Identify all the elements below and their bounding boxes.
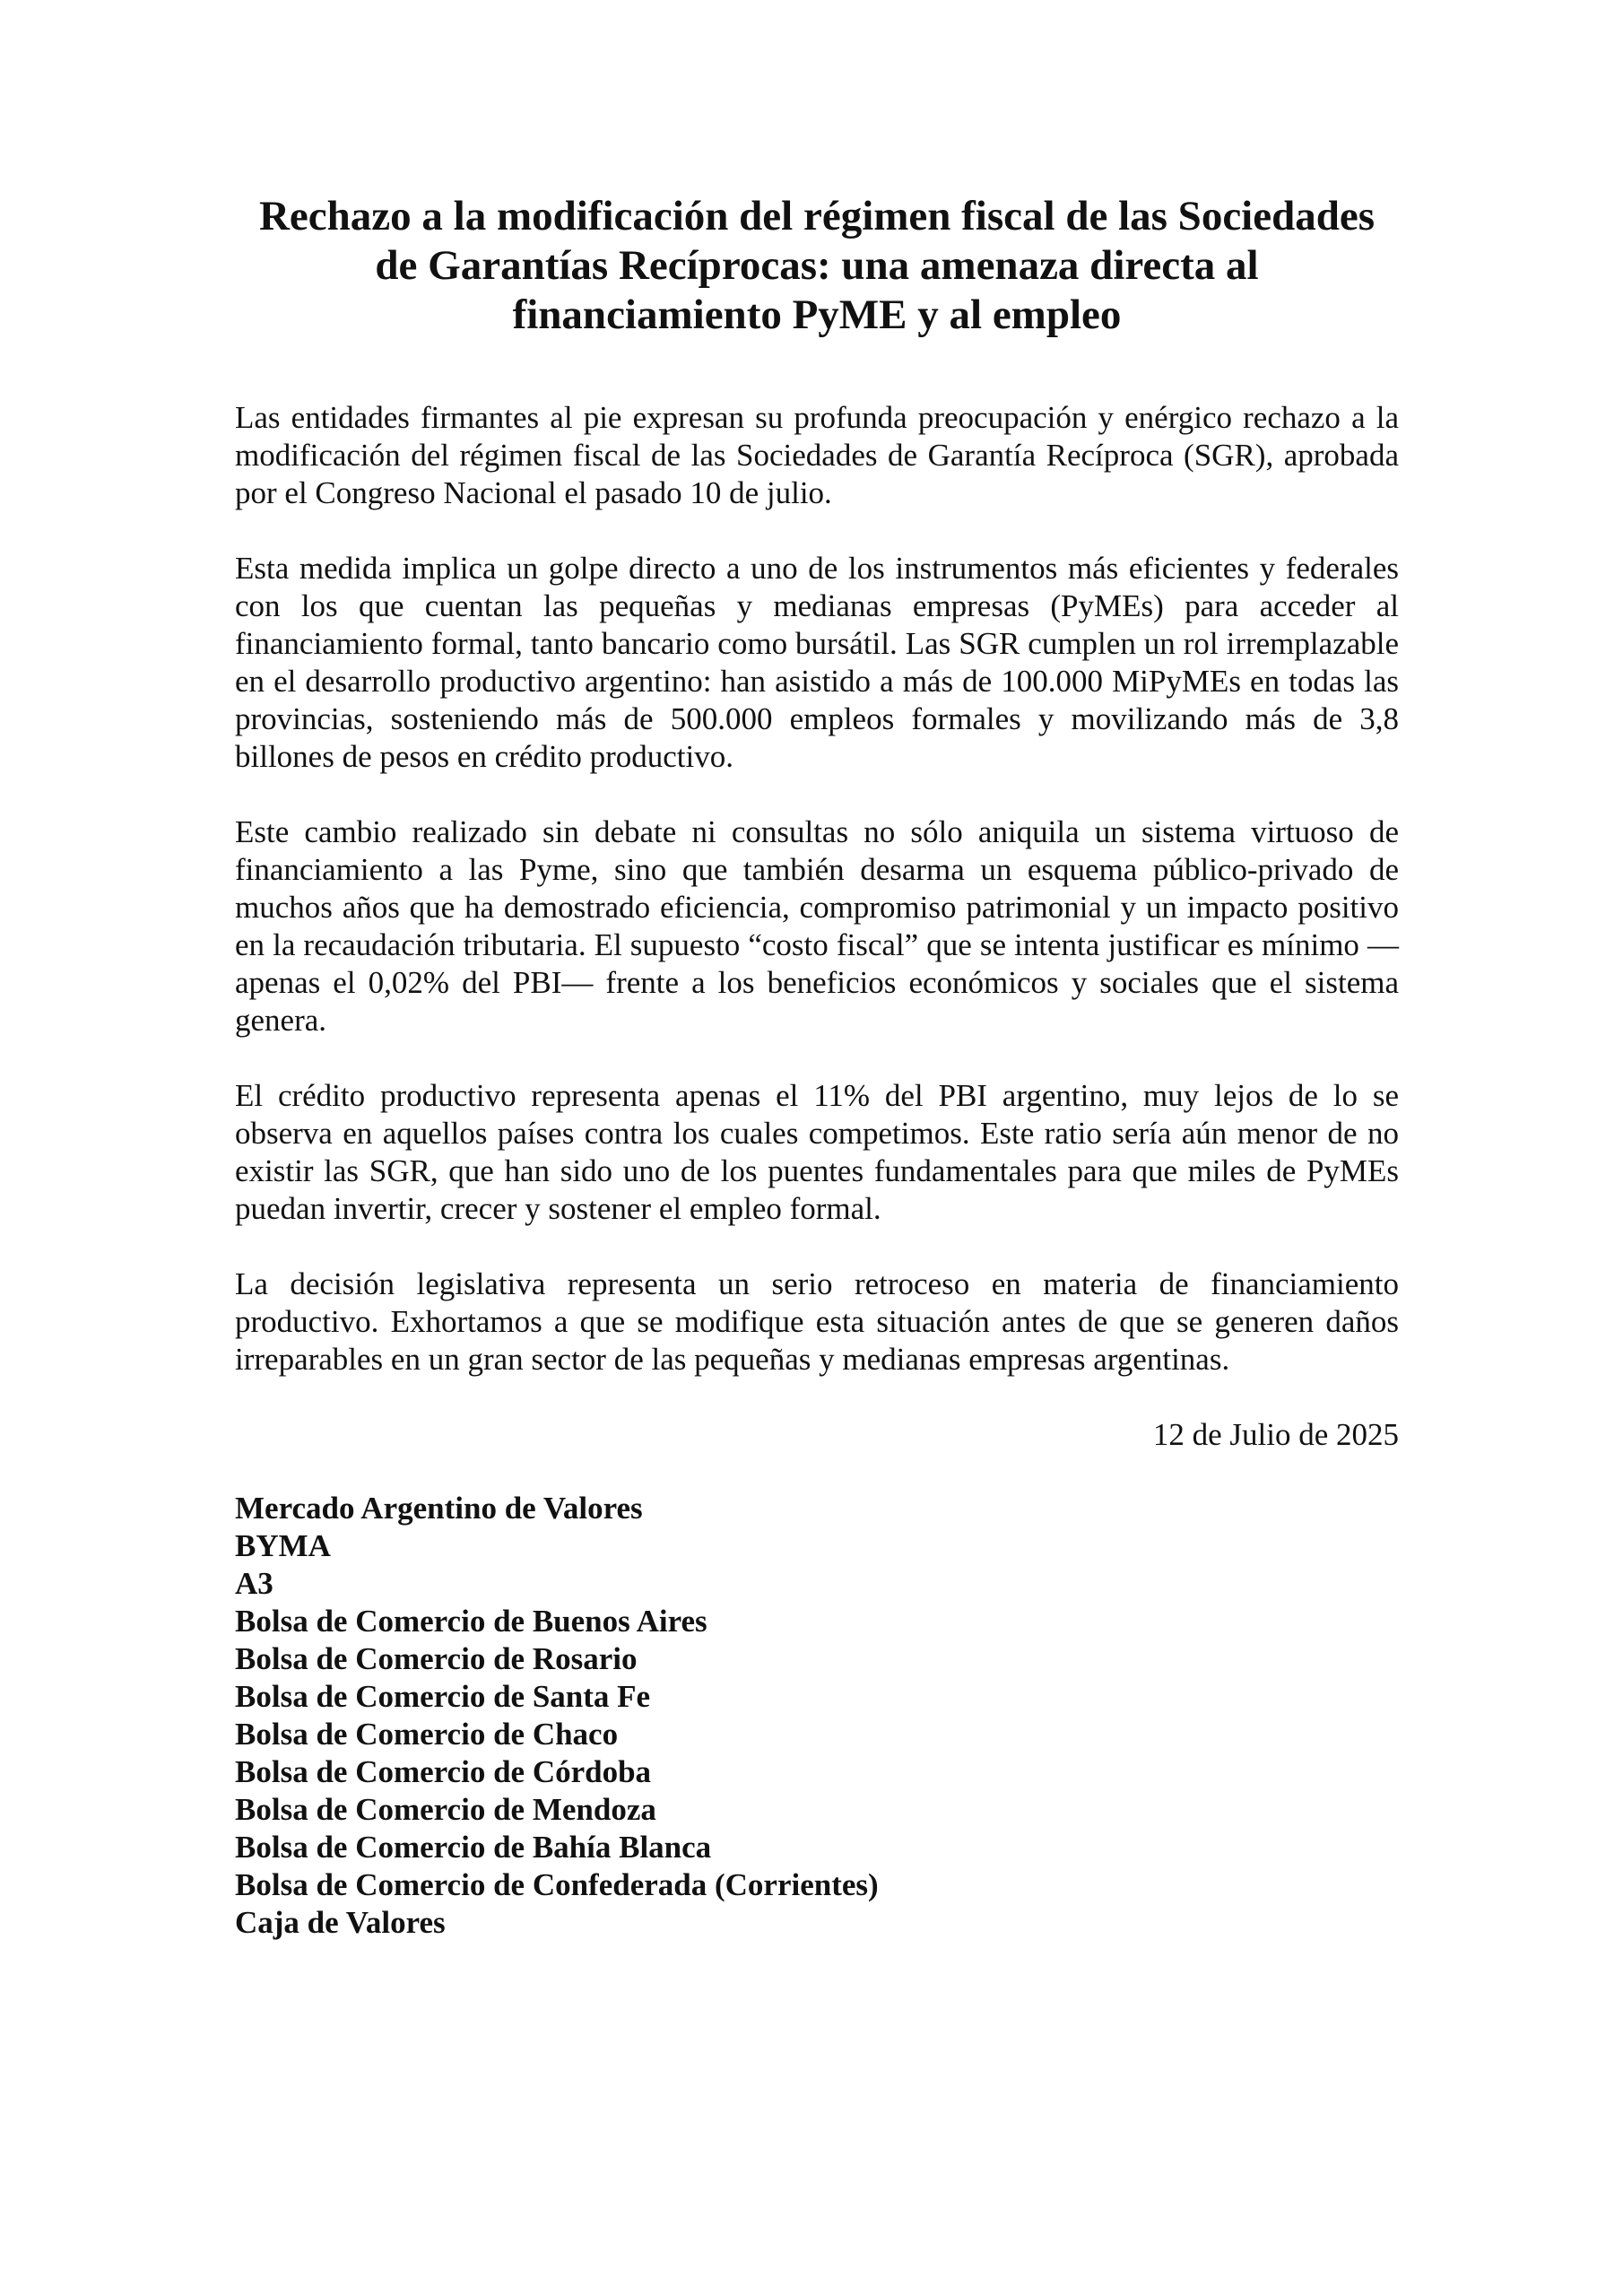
- body-paragraph-3: Este cambio realizado sin debate ni consultas no sólo aniquila un sistema virtuoso de financiamiento a las Pyme, sino que también desarma un esquema público-privado de muchos años que ha demostrado eficiencia, compromiso patrimonial y un impacto positivo en la recaudación tributaria. El supuesto “costo fiscal” que se intenta justificar es mínimo —apenas el 0,02% del PBI— frente a los beneficios económicos y sociales que el sistema genera.: [235, 814, 1399, 1038]
- signatory-item: Caja de Valores: [235, 1905, 446, 1940]
- document-date: 12 de Julio de 2025: [1152, 1417, 1399, 1452]
- body-paragraph-1: Las entidades firmantes al pie expresan su profunda preocupación y enérgico rechazo a la modificación del régimen fiscal de las Sociedades de Garantía Recíproca (SGR), aprobada por el Congreso Nacional el pasado 10 de julio.: [235, 400, 1399, 510]
- title-line: financiamiento PyME y al empleo: [512, 291, 1122, 338]
- signatory-item: Bolsa de Comercio de Chaco: [235, 1717, 619, 1752]
- signatory-item: A3: [235, 1566, 273, 1601]
- signatory-item: Bolsa de Comercio de Confederada (Corrientes): [235, 1867, 879, 1902]
- signatories-list: [235, 1490, 1399, 1942]
- signatory-item: Bolsa de Comercio de Buenos Aires: [235, 1604, 707, 1639]
- signatory-item: Bolsa de Comercio de Santa Fe: [235, 1679, 651, 1714]
- body-paragraph-4: El crédito productivo representa apenas el 11% del PBI argentino, muy lejos de lo se observa en aquellos países contra los cuales competimos. Este ratio sería aún menor de no existir las SGR, que han sido uno de los puentes fundamentales para que miles de PyMEs puedan invertir, crecer y sostener el empleo formal.: [235, 1078, 1399, 1226]
- signatory-item: Mercado Argentino de Valores: [235, 1491, 643, 1526]
- signatory-item: Bolsa de Comercio de Bahía Blanca: [235, 1830, 712, 1865]
- document-title: [235, 192, 1399, 340]
- body-paragraph-5: La decisión legislativa representa un serio retroceso en materia de financiamiento productivo. Exhortamos a que se modifique esta situación antes de que se generen daños irreparables en un gran sector de las pequeñas y medianas empresas argentinas.: [235, 1266, 1399, 1377]
- document-content: [235, 192, 1399, 1956]
- signatory-item: Bolsa de Comercio de Rosario: [235, 1641, 638, 1676]
- body-paragraph-2: Esta medida implica un golpe directo a uno de los instrumentos más eficientes y federales con los que cuentan las pequeñas y medianas empresas (PyMEs) para acceder al financiamiento formal, tanto bancario como bursátil. Las SGR cumplen un rol irremplazable en el desarrollo productivo argentino: han asistido a más de 100.000 MiPyMEs en todas las provincias, sosteniendo más de 500.000 empleos formales y movilizando más de 3,8 billones de pesos en crédito productivo.: [235, 551, 1399, 774]
- signatory-item: Bolsa de Comercio de Córdoba: [235, 1754, 652, 1789]
- title-line: de Garantías Recíprocas: una amenaza directa al: [375, 242, 1259, 289]
- title-line: Rechazo a la modificación del régimen fiscal de las Sociedades: [258, 193, 1376, 239]
- signatory-item: Bolsa de Comercio de Mendoza: [235, 1792, 656, 1827]
- signatory-item: BYMA: [235, 1528, 331, 1563]
